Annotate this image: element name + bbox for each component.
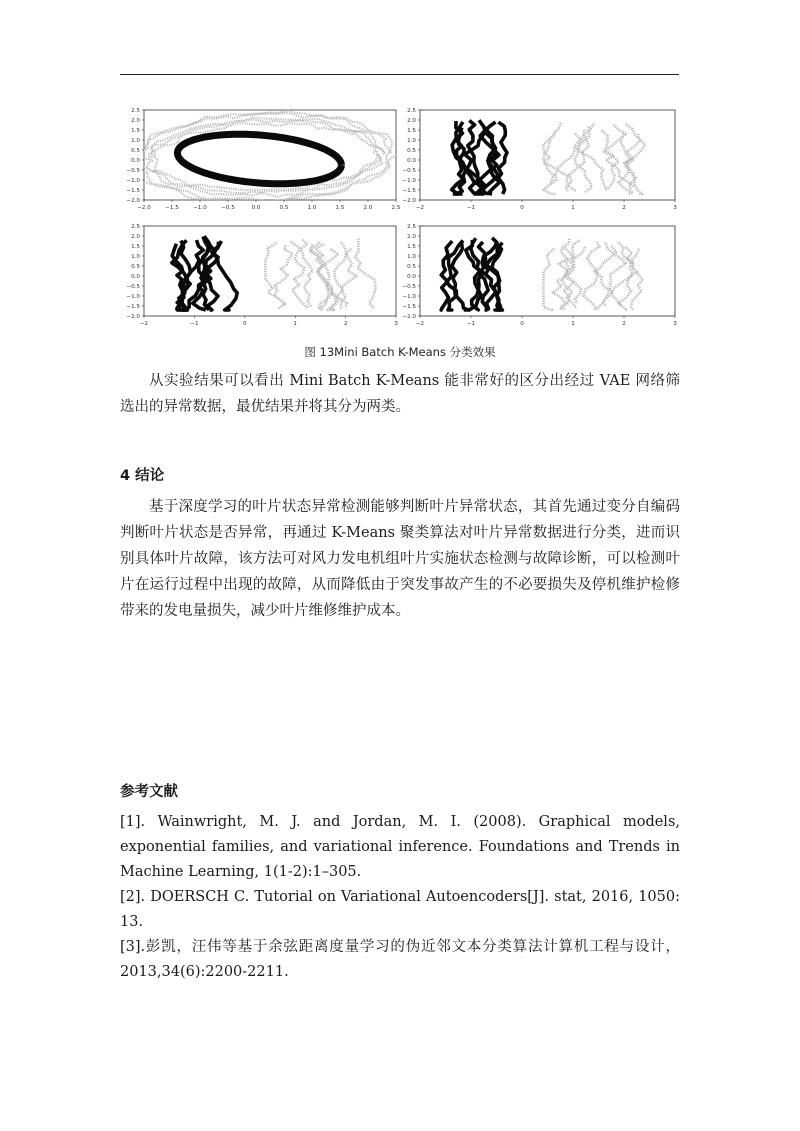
y-tick-label: 1.0 bbox=[131, 138, 140, 144]
x-tick-label: 1 bbox=[571, 321, 575, 327]
y-tick-label: −1.5 bbox=[126, 188, 140, 194]
y-tick-label: −1.0 bbox=[402, 178, 416, 184]
x-tick-label: 2 bbox=[622, 321, 626, 327]
x-tick-label: 2.5 bbox=[391, 205, 401, 211]
y-tick-label: 1.0 bbox=[407, 254, 416, 260]
x-tick-label: 0 bbox=[520, 205, 524, 211]
x-tick-label: 2.0 bbox=[363, 205, 373, 211]
y-tick-label: −0.5 bbox=[126, 168, 140, 174]
x-tick-label: −2 bbox=[139, 321, 149, 327]
y-tick-label: 1.5 bbox=[407, 244, 416, 250]
x-tick-label: 0 bbox=[520, 321, 524, 327]
reference-item: [3].彭凯，汪伟等基于余弦距离度量学习的伪近邻文本分类算法计算机工程与设计，2013,34(6):2200-2211. bbox=[120, 939, 680, 980]
y-tick-label: 0.5 bbox=[407, 148, 416, 154]
y-tick-label: −0.5 bbox=[126, 284, 140, 290]
y-tick-label: 1.5 bbox=[407, 128, 416, 134]
x-tick-label: −2 bbox=[415, 321, 425, 327]
x-tick-label: −1 bbox=[190, 321, 199, 327]
y-tick-label: 2.0 bbox=[407, 234, 416, 240]
x-tick-label: 1.0 bbox=[307, 205, 317, 211]
x-tick-label: 1.5 bbox=[335, 205, 345, 211]
y-tick-label: 2.0 bbox=[131, 234, 140, 240]
y-tick-label: 2.5 bbox=[131, 224, 140, 230]
x-tick-label: −0.5 bbox=[221, 205, 235, 211]
x-tick-label: 0.5 bbox=[279, 205, 289, 211]
conclusion-heading: 4 结论 bbox=[120, 468, 165, 484]
scatter-panel bbox=[402, 224, 677, 327]
x-tick-label: −2 bbox=[415, 205, 425, 211]
reference-item: [1]. Wainwright, M. J. and Jordan, M. I. (2008). Graphical models, exponential families, and variational inference. Foundations and Trends in Machine Learning, 1(1-2):1–305. bbox=[120, 814, 680, 880]
y-tick-label: 1.5 bbox=[131, 128, 140, 134]
x-tick-label: −1.0 bbox=[193, 205, 207, 211]
x-tick-label: 2 bbox=[622, 205, 626, 211]
x-tick-label: 2 bbox=[343, 321, 348, 327]
y-tick-label: −1.0 bbox=[126, 178, 140, 184]
conclusion-paragraph: 基于深度学习的叶片状态异常检测能够判断叶片异常状态，其首先通过变分自编码判断叶片状态是否异常，再通过 K-Means 聚类算法对叶片异常数据进行分类，进而识别具体叶片故障，该方法可对风力发电机组叶片实施状态检测与故障诊断，可以检测叶片在运行过程中出现的故障，从而降低由于突发事故产生的不必要损失及停机维护检修带来的发电量损失，减少叶片维修维护成本。 bbox=[120, 499, 680, 619]
result-paragraph: 从实验结果可以看出 Mini Batch K-Means 能非常好的区分出经过 VAE 网络筛选出的异常数据，最优结果并将其分为两类。 bbox=[120, 373, 680, 415]
scatter-panel bbox=[126, 224, 398, 327]
y-tick-label: −1.0 bbox=[402, 294, 416, 300]
x-tick-label: 3 bbox=[394, 321, 398, 327]
x-tick-label: −1.5 bbox=[165, 205, 179, 211]
y-tick-label: 0.0 bbox=[131, 274, 140, 280]
y-tick-label: 2.5 bbox=[407, 224, 416, 230]
figure-13 bbox=[0, 0, 800, 340]
y-tick-label: −0.5 bbox=[402, 284, 416, 290]
y-tick-label: 2.5 bbox=[407, 108, 416, 114]
reference-list bbox=[120, 810, 680, 985]
x-tick-label: 0 bbox=[243, 321, 247, 327]
y-tick-label: 0.0 bbox=[407, 158, 416, 164]
y-tick-label: −2.0 bbox=[402, 314, 416, 320]
x-tick-label: 1 bbox=[571, 205, 575, 211]
y-tick-label: 2.0 bbox=[407, 118, 416, 124]
y-tick-label: −1.5 bbox=[402, 304, 416, 310]
y-tick-label: 0.5 bbox=[407, 264, 416, 270]
y-tick-label: 1.5 bbox=[131, 244, 140, 250]
y-tick-label: 1.0 bbox=[407, 138, 416, 144]
y-tick-label: −1.0 bbox=[126, 294, 140, 300]
y-tick-label: −2.0 bbox=[402, 198, 416, 204]
x-tick-label: −1 bbox=[466, 205, 476, 211]
y-tick-label: 0.0 bbox=[131, 158, 140, 164]
x-tick-label: 0.0 bbox=[251, 205, 261, 211]
y-tick-label: 0.5 bbox=[131, 148, 140, 154]
x-tick-label: 1 bbox=[293, 321, 297, 327]
y-tick-label: 2.5 bbox=[131, 108, 140, 114]
y-tick-label: −2.0 bbox=[126, 198, 140, 204]
y-tick-label: 0.5 bbox=[131, 264, 140, 270]
y-tick-label: −1.5 bbox=[402, 188, 416, 194]
y-tick-label: −0.5 bbox=[402, 168, 416, 174]
x-tick-label: 3 bbox=[673, 205, 677, 211]
x-tick-label: −1 bbox=[466, 321, 476, 327]
figure-caption: 图 13Mini Batch K-Means 分类效果 bbox=[304, 345, 496, 359]
x-tick-label: 3 bbox=[673, 321, 677, 327]
y-tick-label: −1.5 bbox=[126, 304, 140, 310]
y-tick-label: 2.0 bbox=[131, 118, 140, 124]
y-tick-label: 1.0 bbox=[131, 254, 140, 260]
scatter-panel bbox=[402, 108, 677, 211]
scatter-panel bbox=[126, 108, 400, 211]
x-tick-label: −2.0 bbox=[137, 205, 151, 211]
y-tick-label: −2.0 bbox=[126, 314, 140, 320]
references-heading: 参考文献 bbox=[120, 784, 178, 800]
y-tick-label: 0.0 bbox=[407, 274, 416, 280]
reference-item: [2]. DOERSCH C. Tutorial on Variational Autoencoders[J]. stat, 2016, 1050: 13. bbox=[120, 889, 680, 930]
